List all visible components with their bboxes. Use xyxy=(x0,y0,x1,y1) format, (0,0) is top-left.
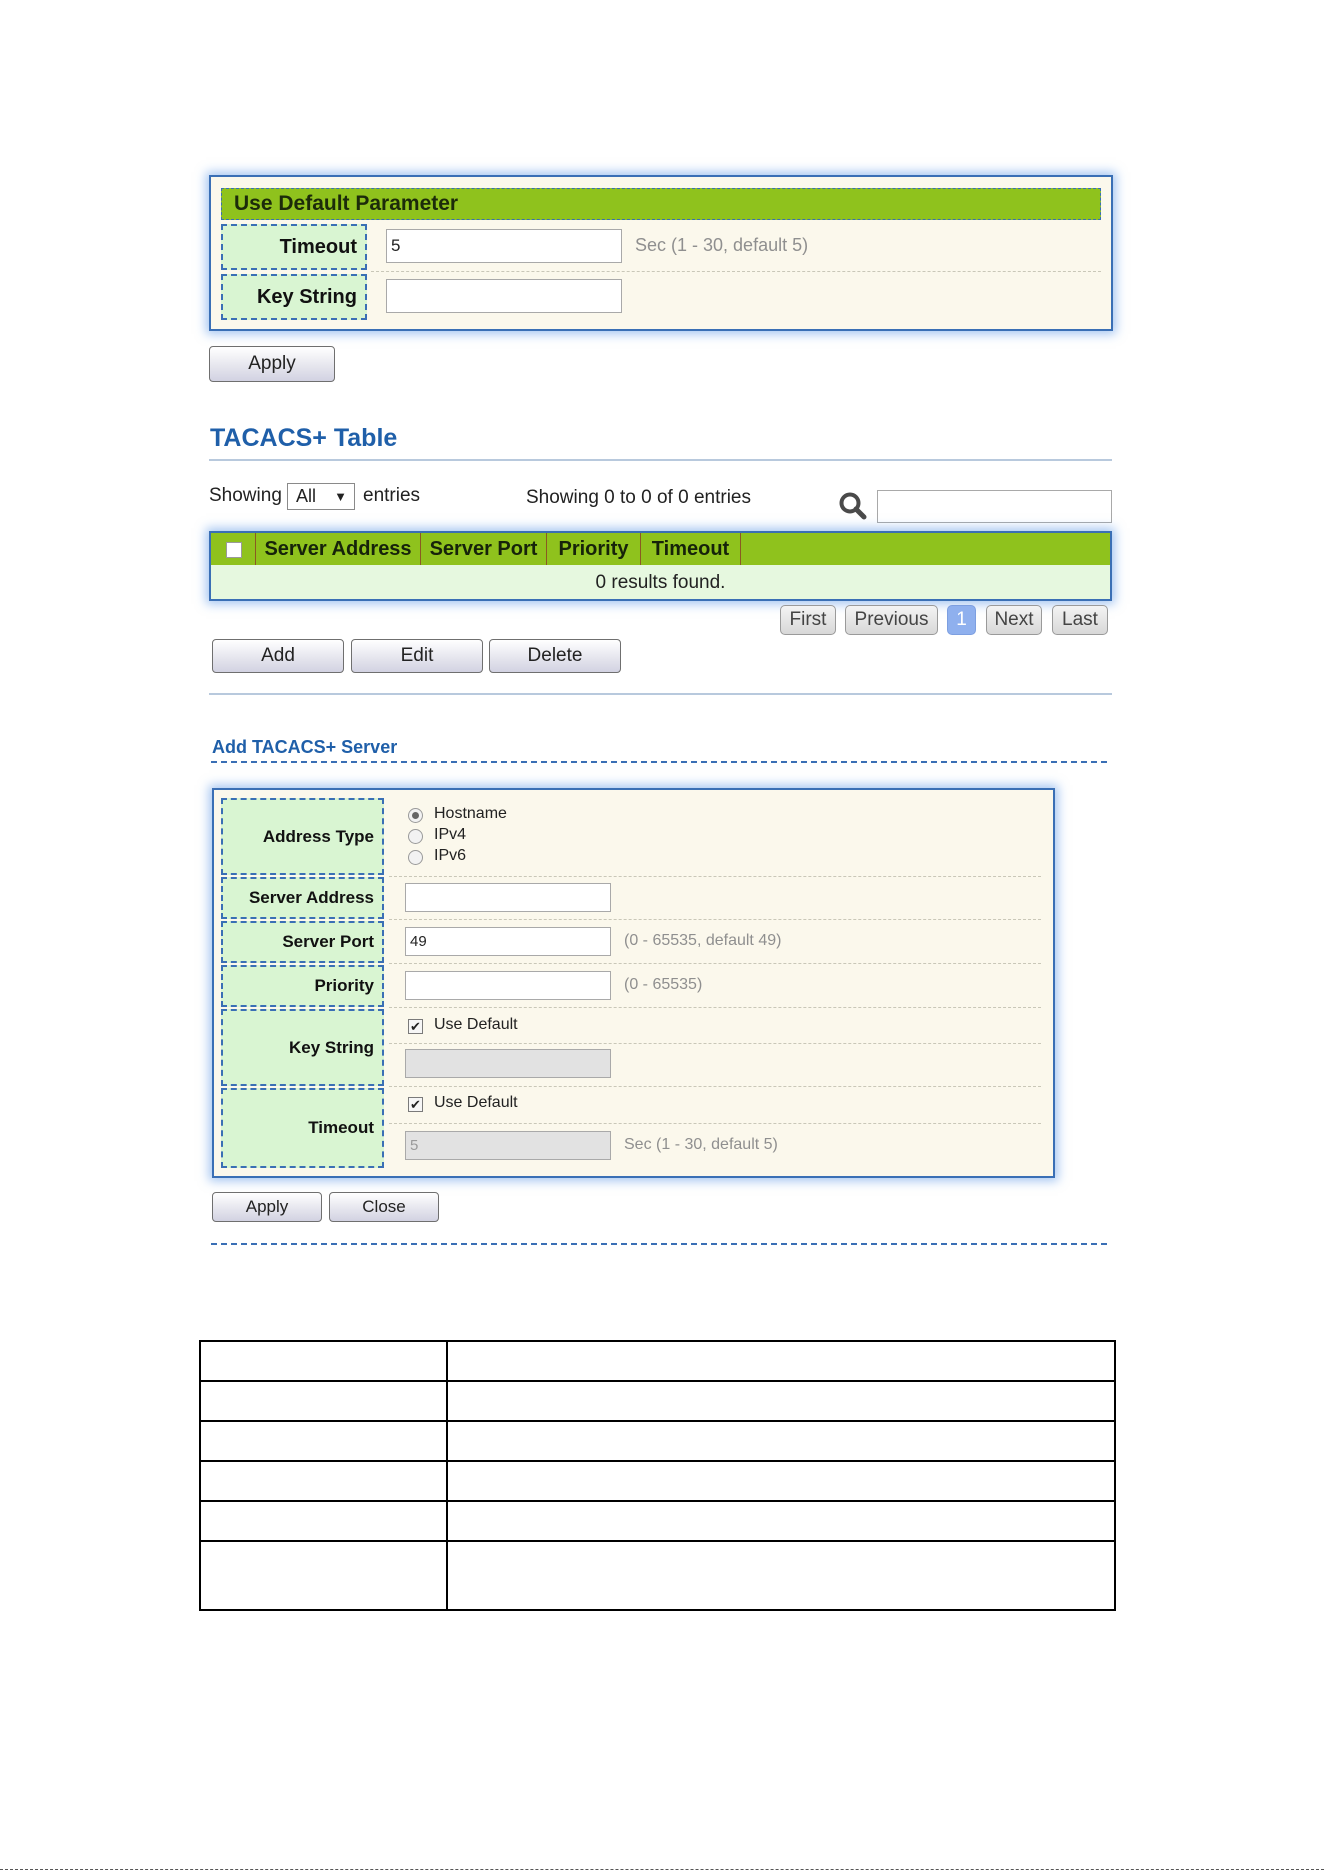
add-server-title: Add TACACS+ Server xyxy=(212,737,398,757)
server-timeout-hint: Sec (1 - 30, default 5) xyxy=(624,1136,778,1153)
address-type-label: Address Type xyxy=(221,798,384,875)
tacacs-table-title: TACACS+ Table xyxy=(210,424,398,452)
table-header-row xyxy=(211,533,1110,565)
timeout-hint: Sec (1 - 30, default 5) xyxy=(635,235,809,255)
table-row xyxy=(200,1381,1115,1421)
key-string-input[interactable] xyxy=(386,279,622,313)
title-underline xyxy=(209,459,1112,461)
table-cell xyxy=(447,1541,1115,1610)
table-cell xyxy=(200,1501,447,1541)
page-next-button[interactable]: Next xyxy=(986,605,1042,635)
page-size-select[interactable] xyxy=(287,483,355,510)
row-divider xyxy=(389,919,1041,920)
search-input[interactable] xyxy=(877,490,1112,523)
key-string-label: Key String xyxy=(221,274,367,320)
timeout-input[interactable] xyxy=(386,229,622,263)
priority-input[interactable] xyxy=(405,971,611,1000)
add-server-close-button[interactable]: Close xyxy=(329,1192,439,1222)
table-cell xyxy=(200,1421,447,1461)
radio-hostname[interactable] xyxy=(408,808,423,823)
page-previous-button[interactable]: Previous xyxy=(845,605,938,635)
add-button[interactable]: Add xyxy=(212,639,344,673)
radio-ipv6-label[interactable]: IPv6 xyxy=(434,847,467,864)
search-icon xyxy=(838,491,868,521)
radio-ipv4-label[interactable]: IPv4 xyxy=(434,826,467,843)
edit-button[interactable]: Edit xyxy=(351,639,483,673)
page-current-button[interactable]: 1 xyxy=(947,605,976,635)
showing-label: Showing xyxy=(209,485,282,506)
select-all-cell xyxy=(211,533,256,565)
table-cell xyxy=(447,1381,1115,1421)
col-priority[interactable]: Priority xyxy=(547,533,641,565)
server-address-label: Server Address xyxy=(221,877,384,919)
row-divider xyxy=(389,1123,1041,1124)
table-cell xyxy=(200,1461,447,1501)
priority-hint: (0 - 65535) xyxy=(624,976,703,993)
server-timeout-input[interactable] xyxy=(405,1131,611,1160)
entries-label: entries xyxy=(363,485,421,506)
key-use-default-checkbox[interactable] xyxy=(408,1019,423,1034)
col-server-port[interactable]: Server Port xyxy=(421,533,547,565)
entries-summary: Showing 0 to 0 of 0 entries xyxy=(526,487,751,508)
apply-button[interactable]: Apply xyxy=(209,346,335,382)
table-cell xyxy=(200,1341,447,1381)
section-divider xyxy=(209,693,1112,695)
dropdown-arrow-icon: ▼ xyxy=(334,489,347,504)
page-first-button[interactable]: First xyxy=(780,605,836,635)
add-server-bottom-divider xyxy=(211,1243,1107,1245)
table-cell xyxy=(447,1341,1115,1381)
priority-label: Priority xyxy=(221,965,384,1007)
table-cell xyxy=(447,1421,1115,1461)
row-divider xyxy=(389,1043,1041,1044)
table-cell xyxy=(200,1381,447,1421)
table-row xyxy=(200,1421,1115,1461)
table-row xyxy=(200,1461,1115,1501)
col-timeout[interactable]: Timeout xyxy=(641,533,741,565)
default-parameter-title: Use Default Parameter xyxy=(221,188,1101,220)
page-size-value: All xyxy=(296,486,317,506)
table-row xyxy=(200,1541,1115,1610)
select-all-checkbox[interactable] xyxy=(226,542,242,558)
add-server-title-underline xyxy=(211,761,1107,763)
blank-description-table xyxy=(199,1340,1116,1611)
radio-ipv4[interactable] xyxy=(408,829,423,844)
table-cell xyxy=(447,1501,1115,1541)
check-icon: ✔ xyxy=(410,1097,421,1112)
server-port-label: Server Port xyxy=(221,921,384,963)
key-string-label: Key String xyxy=(221,1009,384,1086)
server-port-hint: (0 - 65535, default 49) xyxy=(624,932,782,949)
row-divider xyxy=(389,1007,1041,1008)
radio-ipv6[interactable] xyxy=(408,850,423,865)
default-parameter-panel xyxy=(209,175,1113,331)
add-server-apply-button[interactable]: Apply xyxy=(212,1192,322,1222)
check-icon: ✔ xyxy=(410,1019,421,1034)
col-server-address[interactable]: Server Address xyxy=(256,533,421,565)
table-cell xyxy=(200,1541,447,1610)
row-divider xyxy=(371,271,1101,272)
tacacs-table xyxy=(209,531,1112,601)
delete-button[interactable]: Delete xyxy=(489,639,621,673)
radio-hostname-label[interactable]: Hostname xyxy=(434,805,507,822)
key-use-default-label[interactable]: Use Default xyxy=(434,1016,518,1033)
empty-results-text: 0 results found. xyxy=(595,572,726,593)
page-bottom-rule xyxy=(0,1869,1324,1870)
row-divider xyxy=(389,963,1041,964)
row-divider xyxy=(389,1086,1041,1087)
row-divider xyxy=(389,876,1041,877)
table-row xyxy=(200,1501,1115,1541)
timeout-use-default-label[interactable]: Use Default xyxy=(434,1094,518,1111)
server-address-input[interactable] xyxy=(405,883,611,912)
table-cell xyxy=(447,1461,1115,1501)
server-timeout-label: Timeout xyxy=(221,1088,384,1168)
key-string-input[interactable] xyxy=(405,1049,611,1078)
table-row xyxy=(200,1341,1115,1381)
add-server-panel xyxy=(212,788,1055,1178)
timeout-use-default-checkbox[interactable] xyxy=(408,1097,423,1112)
server-port-input[interactable] xyxy=(405,927,611,956)
timeout-label: Timeout xyxy=(221,224,367,270)
page-last-button[interactable]: Last xyxy=(1052,605,1108,635)
